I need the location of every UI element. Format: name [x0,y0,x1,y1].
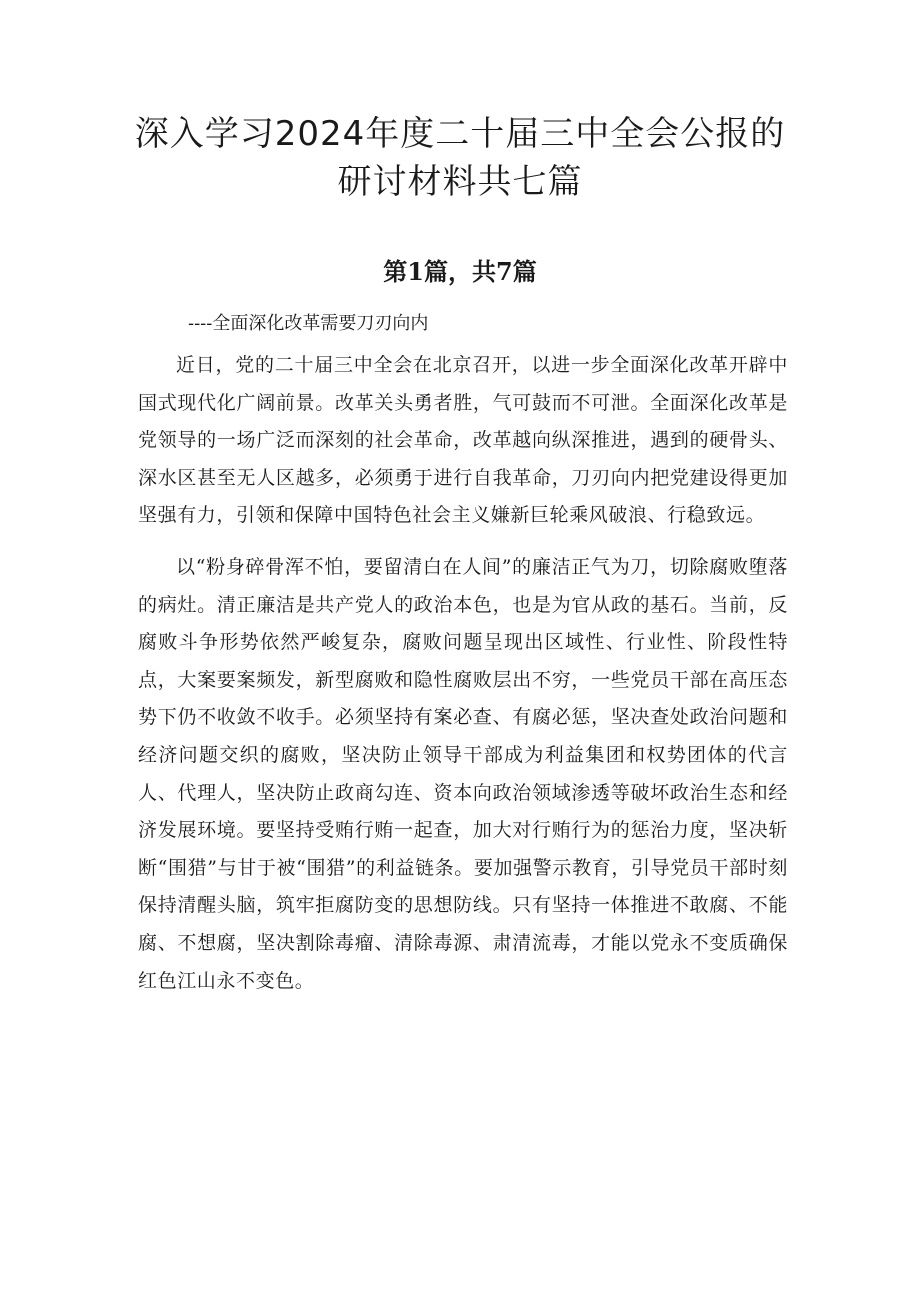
part-heading: 第1篇，共7篇 [383,257,537,286]
body-text [138,347,788,1014]
section-subtitle: ----全面深化改革需要刀刃向内 [188,313,429,334]
document-title [0,110,920,206]
document-title-line-2: 研讨材料共七篇 [337,162,583,202]
paragraph-1: 近日，党的二十届三中全会在北京召开，以进一步全面深化改革开辟中国式现代化广阔前景。改革关头勇者胜，气可鼓而不可泄。全面深化改革是党领导的一场广泛而深刻的社会革命，改革越向纵深推进，遇到的硬骨头、深水区甚至无人区越多，必须勇于进行自我革命，刀刃向内把党建设得更加坚强有力，引领和保障中国特色社会主义嫌新巨轮乘风破浪、行稳致远。 [138,354,788,527]
paragraph-2: 以“粉身碎骨浑不怕，要留清白在人间”的廉洁正气为刀，切除腐败堕落的病灶。清正廉洁是共产党人的政治本色，也是为官从政的基石。当前，反腐败斗争形势依然严峻复杂，腐败问题呈现出区域性、行业性、阶段性特点，大案要案频发，新型腐败和隐性腐败层出不穷，一些党员干部在高压态势下仍不收敛不收手。必须坚持有案必查、有腐必惩，坚决查处政治问题和经济问题交织的腐败，坚决防止领导干部成为利益集团和权势团体的代言人、代理人，坚决防止政商勾连、资本向政治领域渗透等破坏政治生态和经济发展环境。要坚持受贿行贿一起查，加大对行贿行为的惩治力度，坚决斩断“围猎”与甘于被“围猎”的利益链条。要加强警示教育，引导党员干部时刻保持清醒头脑，筑牢拒腐防变的思想防线。只有坚持一体推进不敢腐、不能腐、不想腐，坚决割除毒瘤、清除毒源、肃清流毒，才能以党永不变质确保红色江山永不变色。 [138,555,788,992]
document-title-line-1: 深入学习2024年度二十届三中全会公报的 [134,114,786,154]
